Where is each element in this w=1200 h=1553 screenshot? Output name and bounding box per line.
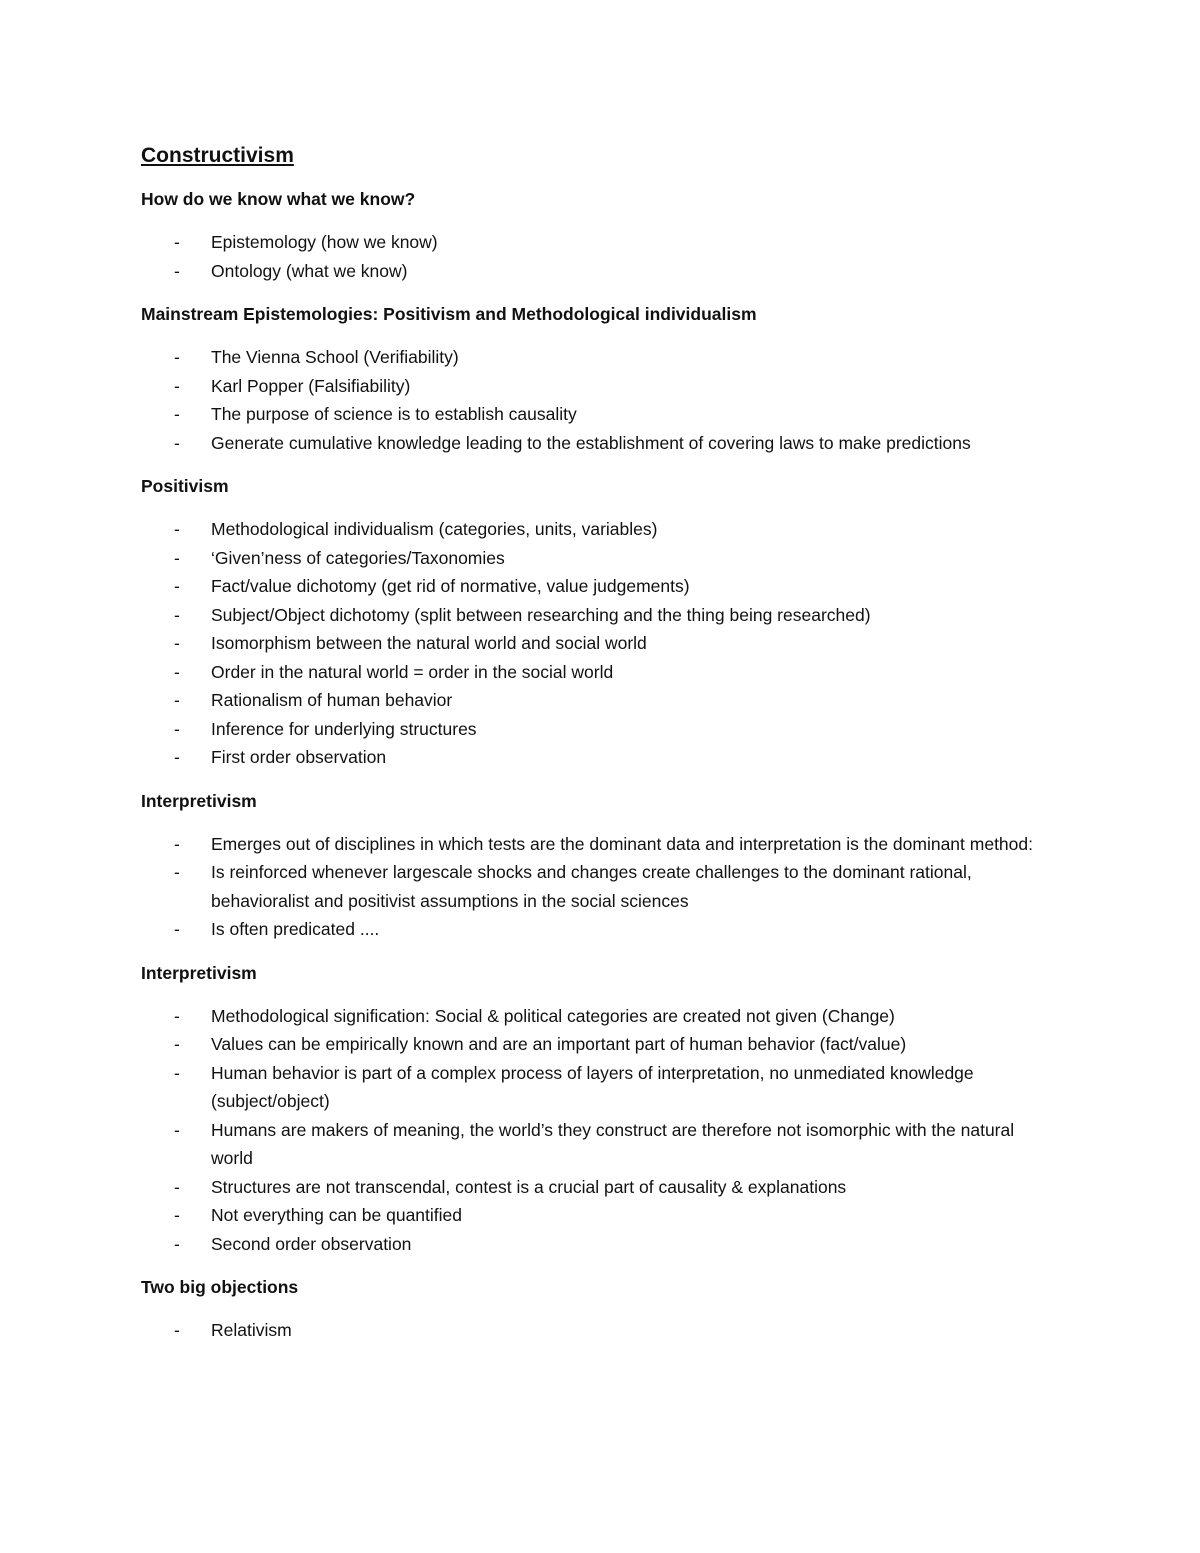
dash-bullet-icon: -	[174, 661, 180, 682]
list-item-text: Generate cumulative knowledge leading to the establishment of covering laws to make predictions	[211, 432, 971, 453]
bullet-list	[141, 515, 1041, 772]
list-item-text: Emerges out of disciplines in which tests are the dominant data and interpretation is the dominant method:	[211, 833, 1033, 854]
section-how-do-we-know	[141, 187, 1041, 285]
list-item-text: Values can be empirically known and are an important part of human behavior (fact/value)	[211, 1034, 907, 1054]
dash-bullet-icon: -	[174, 1005, 180, 1026]
list-item-text: Methodological individualism (categories, units, variables)	[211, 519, 658, 539]
dash-bullet-icon: -	[174, 576, 180, 596]
dash-bullet-icon: -	[174, 919, 180, 939]
list-item-text: Second order observation	[211, 1233, 412, 1254]
section-positivism	[141, 474, 1041, 772]
list-item	[141, 743, 1041, 772]
list-item	[141, 372, 1041, 401]
list-item-text: Is reinforced whenever largescale shocks and changes create challenges to the dominant rational, behavioralist and positivist assumptions in the social sciences	[211, 862, 972, 911]
dash-bullet-icon: -	[174, 375, 180, 396]
dash-bullet-icon: -	[174, 1062, 180, 1083]
list-item-text: The purpose of science is to establish causality	[211, 404, 577, 424]
list-item-text: Relativism	[211, 1320, 292, 1340]
dash-bullet-icon: -	[174, 1034, 180, 1054]
dash-bullet-icon: -	[174, 833, 180, 854]
bullet-list	[141, 343, 1041, 457]
dash-bullet-icon: -	[174, 404, 180, 424]
dash-bullet-icon: -	[174, 1320, 180, 1340]
dash-bullet-icon: -	[174, 1205, 180, 1225]
list-item-text: Inference for underlying structures	[211, 718, 477, 739]
list-item	[141, 715, 1041, 744]
list-item	[141, 400, 1041, 429]
document-title: Constructivism	[141, 144, 294, 167]
list-item	[141, 629, 1041, 658]
list-item	[141, 1002, 1041, 1031]
list-item	[141, 830, 1041, 859]
list-item	[141, 1030, 1041, 1059]
document-page	[141, 142, 1041, 1362]
list-item	[141, 601, 1041, 630]
list-item-text: First order observation	[211, 747, 387, 767]
list-item	[141, 686, 1041, 715]
list-item	[141, 572, 1041, 601]
section-heading: How do we know what we know?	[141, 189, 416, 209]
list-item	[141, 915, 1041, 944]
dash-bullet-icon: -	[174, 347, 180, 367]
list-item	[141, 257, 1041, 286]
list-item-text: ‘Given’ness of categories/Taxonomies	[211, 547, 505, 568]
dash-bullet-icon: -	[174, 1233, 180, 1254]
bullet-list	[141, 1316, 1041, 1345]
list-item	[141, 658, 1041, 687]
list-item-text: Fact/value dichotomy (get rid of normative, value judgements)	[211, 576, 690, 596]
dash-bullet-icon: -	[174, 604, 180, 625]
list-item	[141, 228, 1041, 257]
list-item-text: Rationalism of human behavior	[211, 690, 453, 710]
list-item	[141, 858, 1041, 915]
dash-bullet-icon: -	[174, 633, 180, 653]
dash-bullet-icon: -	[174, 747, 180, 767]
dash-bullet-icon: -	[174, 690, 180, 710]
dash-bullet-icon: -	[174, 260, 180, 281]
section-heading: Interpretivism	[141, 790, 257, 811]
section-mainstream-epistemologies	[141, 302, 1041, 457]
dash-bullet-icon: -	[174, 1119, 180, 1140]
list-item-text: Human behavior is part of a complex process of layers of interpretation, no unmediated knowledge (subject/object)	[211, 1062, 974, 1111]
list-item-text: The Vienna School (Verifiability)	[211, 347, 459, 367]
dash-bullet-icon: -	[174, 547, 180, 568]
list-item-text: Subject/Object dichotomy (split between researching and the thing being researched)	[211, 604, 871, 625]
section-heading: Interpretivism	[141, 962, 257, 983]
dash-bullet-icon: -	[174, 718, 180, 739]
list-item	[141, 1173, 1041, 1202]
dash-bullet-icon: -	[174, 862, 180, 882]
list-item	[141, 1316, 1041, 1345]
list-item-text: Structures are not transcendal, contest is a crucial part of causality & explanations	[211, 1176, 847, 1197]
list-item	[141, 1201, 1041, 1230]
list-item	[141, 544, 1041, 573]
list-item	[141, 1059, 1041, 1116]
list-item-text: Humans are makers of meaning, the world’s they construct are therefore not isomorphic with the natural world	[211, 1119, 1015, 1168]
bullet-list	[141, 228, 1041, 285]
list-item-text: Ontology (what we know)	[211, 260, 408, 281]
list-item-text: Isomorphism between the natural world and social world	[211, 633, 647, 653]
list-item-text: Is often predicated ....	[211, 919, 380, 939]
dash-bullet-icon: -	[174, 432, 180, 453]
dash-bullet-icon: -	[174, 1176, 180, 1197]
list-item-text: Order in the natural world = order in the social world	[211, 661, 614, 682]
section-interpretivism-1	[141, 789, 1041, 944]
dash-bullet-icon: -	[174, 519, 180, 539]
bullet-list	[141, 830, 1041, 944]
section-interpretivism-2	[141, 961, 1041, 1259]
bullet-list	[141, 1002, 1041, 1259]
list-item	[141, 1116, 1041, 1173]
dash-bullet-icon: -	[174, 232, 180, 252]
section-two-big-objections	[141, 1275, 1041, 1345]
section-heading: Two big objections	[141, 1277, 299, 1297]
list-item	[141, 515, 1041, 544]
list-item	[141, 429, 1041, 458]
list-item	[141, 343, 1041, 372]
list-item-text: Methodological signification: Social & political categories are created not given (Change)	[211, 1005, 895, 1026]
list-item-text: Epistemology (how we know)	[211, 232, 438, 252]
list-item	[141, 1230, 1041, 1259]
section-heading: Mainstream Epistemologies: Positivism and Methodological individualism	[141, 304, 757, 324]
section-heading: Positivism	[141, 476, 229, 496]
list-item-text: Not everything can be quantified	[211, 1205, 462, 1225]
list-item-text: Karl Popper (Falsifiability)	[211, 375, 411, 396]
